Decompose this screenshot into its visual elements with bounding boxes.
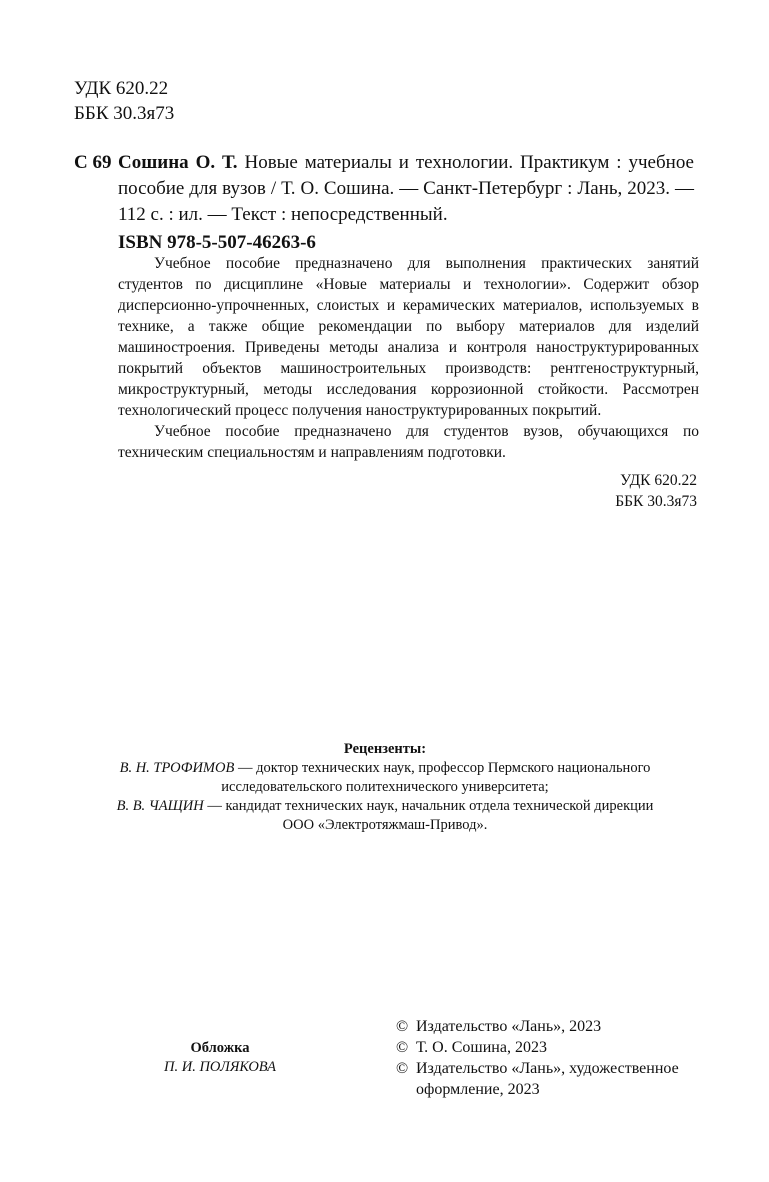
udk-code: УДК 620.22	[620, 472, 697, 489]
reviewer-description: — доктор технических наук, профессор Пермского национального исследовательского политехнического университета;	[221, 760, 651, 795]
copyright-line	[396, 1037, 706, 1058]
reviewer-name: В. В. ЧАЩИН	[116, 798, 204, 814]
annotation-paragraph: Учебное пособие предназначено для студентов вузов, обучающихся по техническим специальностям и направлениям подготовки.	[118, 423, 699, 461]
reviewer-name: В. Н. ТРОФИМОВ	[119, 760, 235, 776]
reviewers-heading: Рецензенты:	[343, 741, 427, 757]
annotation	[118, 253, 699, 463]
cover-heading: Обложка	[190, 1040, 250, 1056]
author-sign: С 69	[74, 152, 112, 173]
copyright-icon: ©	[396, 1018, 409, 1035]
reviewer-entry	[110, 759, 660, 797]
copyright-text: Издательство «Лань», 2023	[416, 1018, 602, 1035]
udk-code: УДК 620.22	[74, 78, 169, 99]
reviewers-block	[110, 740, 660, 835]
copyright-block	[396, 1016, 706, 1100]
copyright-line	[396, 1016, 706, 1037]
isbn: ISBN 978-5-507-46263-6	[118, 232, 316, 253]
cover-credit	[140, 1039, 300, 1077]
copyright-text: Издательство «Лань», художественное оформление, 2023	[416, 1060, 679, 1098]
bbk-code: ББК 30.3я73	[615, 493, 697, 510]
bibliographic-description: Новые материалы и технологии. Практикум : учебное пособие для вузов / Т. О. Сошина. — Санкт-Петербург : Лань, 2023. — 112 с. : ил. — Текст : непосредственный.	[118, 152, 694, 225]
reviewer-description: — кандидат технических наук, начальник отдела технической дирекции ООО «Электротяжмаш-Привод».	[203, 798, 654, 833]
top-classification	[74, 76, 174, 126]
reviewer-entry	[110, 797, 660, 835]
copyright-line	[396, 1058, 706, 1100]
bibliographic-record	[118, 150, 694, 228]
bbk-code: ББК 30.3я73	[74, 103, 175, 124]
copyright-icon: ©	[396, 1060, 409, 1077]
author-name: Сошина О. Т.	[118, 152, 238, 173]
copyright-icon: ©	[396, 1039, 409, 1056]
annotation-paragraph: Учебное пособие предназначено для выполнения практических занятий студентов по дисциплине «Новые материалы и технологии». Содержит обзор дисперсионно-упрочненных, слоистых и керамических материалов, используемых в технике, а также общие рекомендации по выбору материалов для изделий машиностроения. Приведены методы анализа и контроля наноструктурированных покрытий объектов машиностроительных производств: рентгеноструктурный, микроструктурный, методы исследования коррозионной стойкости. Рассмотрен технологический процесс получения наноструктурированных покрытий.	[118, 255, 699, 419]
cover-artist: П. И. ПОЛЯКОВА	[164, 1059, 276, 1075]
copyright-text: Т. О. Сошина, 2023	[416, 1039, 547, 1056]
bottom-classification	[615, 470, 697, 512]
